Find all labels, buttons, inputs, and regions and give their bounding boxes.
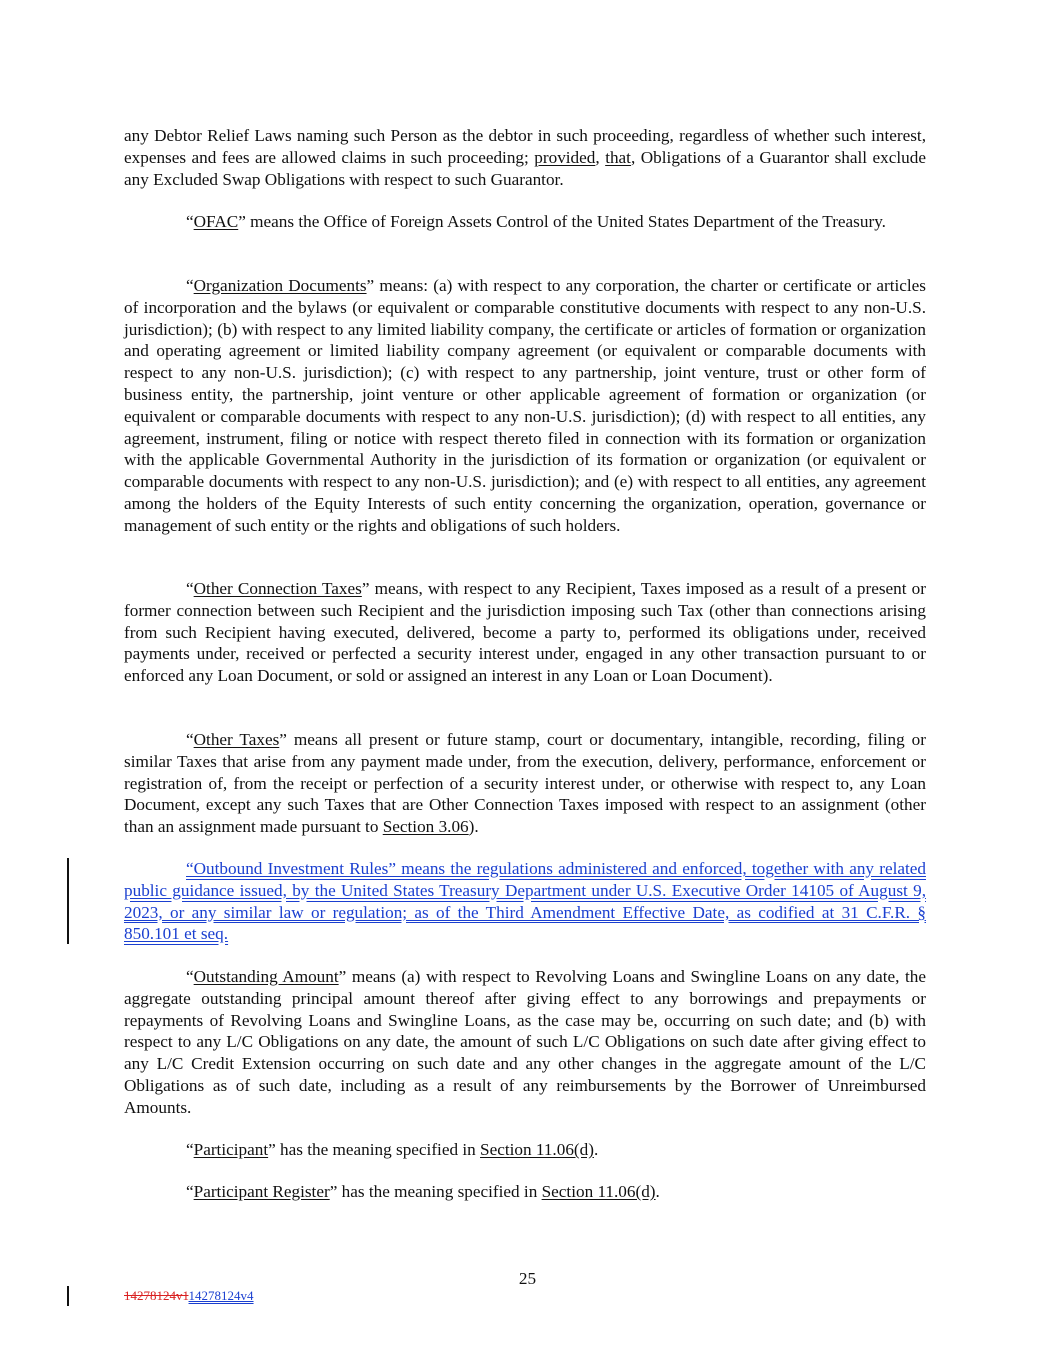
section-reference: Section 3.06 — [382, 817, 469, 837]
definition-outbound-investment-rules — [124, 858, 926, 945]
open-quote: “ — [186, 967, 194, 986]
closing-punctuation: . — [593, 1140, 599, 1159]
definition-other-taxes — [124, 729, 926, 838]
inserted-text: “Outbound Investment Rules” means the regulations administered and enforced, together with any related public guidance issued, by the United States Treasury Department under U.S. Executive Order 14105 of August 9, 2023, or any similar law or regulation; as of the Third Amendment Effective Date, as codified at 31 C.F.R. § 850.101 et seq. — [124, 859, 926, 944]
open-quote: “ — [186, 1140, 194, 1159]
defined-term: Other Taxes — [193, 730, 280, 749]
open-quote: “ — [186, 579, 194, 598]
that-term: that — [605, 147, 631, 167]
open-quote: “ — [186, 730, 194, 749]
provided-term: provided — [534, 147, 596, 167]
defined-term: OFAC — [193, 212, 239, 231]
change-bar — [67, 858, 69, 944]
definition-body: ” means the Office of Foreign Assets Control of the United States Department of the Treasury. — [238, 212, 886, 231]
separator: , — [595, 147, 606, 167]
open-quote: “ — [186, 276, 194, 295]
definition-ofac — [124, 211, 926, 233]
defined-term: Participant — [193, 1140, 269, 1159]
definition-body: ” means: (a) with respect to any corporation, the charter or certificate or articles of incorporation and the bylaws (or equivalent or comparable constitutive documents with respect to any non-U.S. jurisdiction); (b) with respect to any limited liability company, the certificate or articles of formation or organization and operating agreement or limited liability company agreement (or equivalent or comparable documents with respect to any non-U.S. jurisdiction); (c) with respect to any partnership, joint venture, trust or other form of business entity, the partnership, joint venture or other applicable agreement of formation or organization (or equivalent or comparable documents with respect to any non-U.S. jurisdiction); (d) with respect to all entities, any agreement, instrument, filing or notice with respect thereto filed in connection with its formation or organization with the applicable Governmental Authority in the jurisdiction of its formation or organization (or equivalent or comparable documents with respect to any non-U.S. jurisdiction); and (e) with respect to all entities, any agreement among the holders of the Equity Interests of such entity concerning the organization, operation, governance or management of such entity or the rights and obligations of such holders. — [124, 276, 926, 535]
definition-other-connection-taxes — [124, 578, 926, 687]
closing-punctuation: ). — [468, 817, 479, 837]
definition-organization-documents — [124, 275, 926, 537]
definition-body: ” means all present or future stamp, court or documentary, intangible, recording, filing or similar Taxes that arise from any payment made under, from the execution, delivery, performance, enforcement or registration of, from the receipt or perfection of a security interest under, or otherwise with respect to, any Loan Document, except any such Taxes that are Other Connection Taxes imposed with respect to an assignment (other than an assignment made pursuant to — [124, 730, 926, 837]
definition-outstanding-amount — [124, 966, 926, 1119]
defined-term: Other Connection Taxes — [193, 579, 362, 598]
defined-term: Organization Documents — [193, 276, 367, 295]
footer-change-bar — [67, 1286, 69, 1306]
definition-participant — [124, 1139, 926, 1161]
paragraph-text: , Obligations of a Guarantor shall exclude any Excluded Swap Obligations with respect to such Guarantor. — [124, 147, 926, 189]
open-quote: “ — [186, 1182, 194, 1201]
defined-term: Participant Register — [193, 1182, 330, 1201]
definition-body: ” has the meaning specified in — [268, 1140, 481, 1159]
definition-participant-register — [124, 1181, 926, 1203]
deleted-doc-id: 14278124v1 — [124, 1288, 189, 1303]
definition-body: ” has the meaning specified in — [329, 1182, 542, 1201]
document-id — [124, 1288, 254, 1304]
defined-term: Outstanding Amount — [193, 967, 339, 986]
paragraph-text: any Debtor Relief Laws naming such Person as the debtor in such proceeding, regardless of whether such interest, expenses and fees are allowed claims in such proceeding; — [124, 126, 926, 167]
open-quote: “ — [186, 212, 194, 231]
closing-punctuation: . — [655, 1182, 660, 1201]
definition-body: ” means, with respect to any Recipient, Taxes imposed as a result of a present or former connection between such Recipient and the jurisdiction imposing such Tax (other than connections arising from such Recipient having executed, delivered, become a party to, performed its obligations under, received payments under, received or perfected a security interest under, engaged in any other transaction pursuant to or enforced any Loan Document, or sold or assigned an interest in any Loan or Loan Document). — [124, 579, 926, 686]
section-reference: Section 11.06(d) — [541, 1182, 656, 1201]
paragraph-obligations-continuation — [124, 125, 926, 190]
section-reference: Section 11.06(d) — [480, 1140, 594, 1159]
page-number: 25 — [518, 1269, 537, 1288]
definition-body: ” means (a) with respect to Revolving Loans and Swingline Loans on any date, the aggregate outstanding principal amount thereof after giving effect to any borrowings and prepayments or repayments of Revolving Loans and Swingline Loans, as the case may be, occurring on such date; and (b) with respect to any L/C Obligations on any date, the amount of such L/C Obligations on such date after giving effect to any L/C Credit Extension occurring on such date and any other changes in the aggregate amount of the L/C Obligations as of such date, including as a result of any reimbursements by the Borrower of Unreimbursed Amounts. — [124, 967, 926, 1117]
added-doc-id: 14278124v4 — [188, 1288, 254, 1303]
